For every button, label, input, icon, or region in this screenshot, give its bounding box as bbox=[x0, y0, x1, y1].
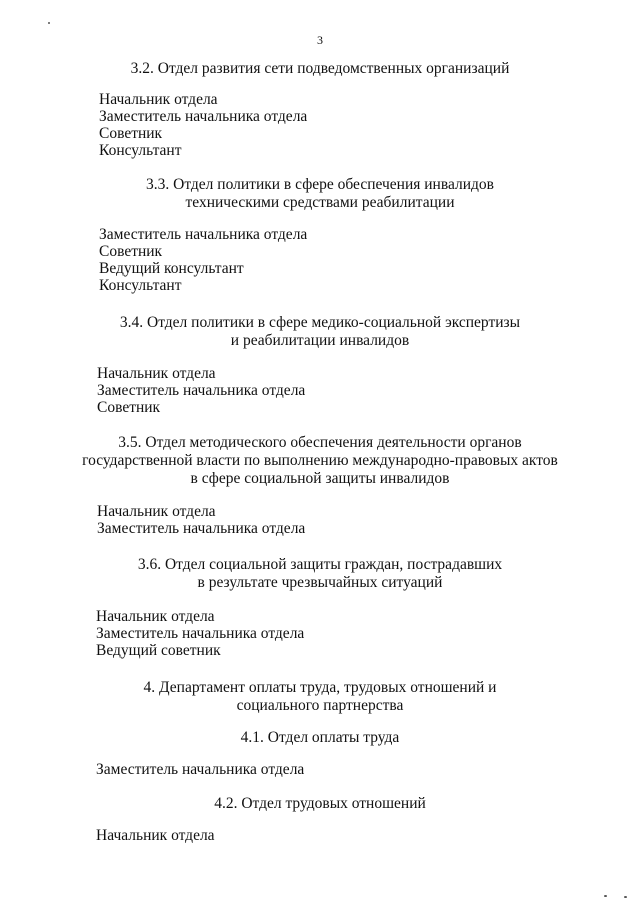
heading-line: в сфере социальной защиты инвалидов bbox=[190, 470, 450, 487]
position-item: Консультант bbox=[99, 277, 182, 294]
position-item: Ведущий консультант bbox=[99, 260, 244, 277]
scan-speck bbox=[624, 896, 627, 898]
position-item: Заместитель начальника отдела bbox=[96, 761, 305, 778]
section-3-2-positions bbox=[99, 91, 307, 159]
section-4-heading bbox=[0, 679, 640, 715]
page-number: 3 bbox=[317, 33, 323, 47]
section-3-5-positions bbox=[97, 503, 305, 537]
section-4-1-heading bbox=[0, 729, 640, 747]
heading-line: 4.1. Отдел оплаты труда bbox=[240, 729, 400, 746]
heading-line: 3.3. Отдел политики в сфере обеспечения инвалидов bbox=[146, 176, 494, 193]
heading-line: и реабилитации инвалидов bbox=[230, 332, 410, 349]
position-item: Советник bbox=[97, 399, 161, 416]
heading-line: в результате чрезвычайных ситуаций bbox=[197, 574, 443, 591]
section-3-6-positions bbox=[96, 608, 304, 659]
section-4-2-positions bbox=[96, 827, 215, 844]
position-item: Заместитель начальника отдела bbox=[97, 382, 306, 399]
section-3-4-heading bbox=[0, 314, 640, 350]
heading-line: 3.4. Отдел политики в сфере медико-социальной экспертизы bbox=[119, 314, 521, 331]
position-item: Заместитель начальника отдела bbox=[96, 625, 305, 642]
heading-line: социального партнерства bbox=[236, 697, 404, 714]
heading-line: 3.6. Отдел социальной защиты граждан, пострадавших bbox=[137, 556, 503, 573]
position-item: Заместитель начальника отдела bbox=[99, 108, 308, 125]
position-item: Советник bbox=[99, 243, 163, 260]
heading-line: государственной власти по выполнению международно-правовых актов bbox=[82, 452, 558, 469]
position-item: Начальник отдела bbox=[99, 91, 218, 108]
heading-line: техническими средствами реабилитации bbox=[185, 194, 455, 211]
section-3-4-positions bbox=[97, 365, 305, 416]
section-3-6-heading bbox=[0, 556, 640, 592]
position-item: Начальник отдела bbox=[97, 503, 216, 520]
position-item: Заместитель начальника отдела bbox=[99, 226, 308, 243]
position-item: Консультант bbox=[99, 142, 182, 159]
position-item: Заместитель начальника отдела bbox=[97, 520, 306, 537]
section-3-3-positions bbox=[99, 226, 307, 294]
scan-speck bbox=[48, 22, 50, 24]
section-3-2-heading bbox=[0, 60, 640, 78]
position-item: Начальник отдела bbox=[97, 365, 216, 382]
position-item: Начальник отдела bbox=[96, 608, 215, 625]
scan-speck bbox=[604, 895, 607, 897]
section-4-2-heading bbox=[0, 795, 640, 813]
heading-line: 4.2. Отдел трудовых отношений bbox=[214, 795, 426, 812]
heading-line: 4. Департамент оплаты труда, трудовых отношений и bbox=[143, 679, 497, 696]
heading-line: 3.5. Отдел методического обеспечения деятельности органов bbox=[118, 434, 522, 451]
section-3-3-heading bbox=[0, 176, 640, 212]
section-3-5-heading bbox=[0, 434, 640, 488]
position-item: Начальник отдела bbox=[96, 827, 215, 844]
section-4-1-positions bbox=[96, 761, 304, 778]
position-item: Ведущий советник bbox=[96, 642, 221, 659]
heading-line: 3.2. Отдел развития сети подведомственных организаций bbox=[130, 60, 510, 77]
position-item: Советник bbox=[99, 125, 163, 142]
